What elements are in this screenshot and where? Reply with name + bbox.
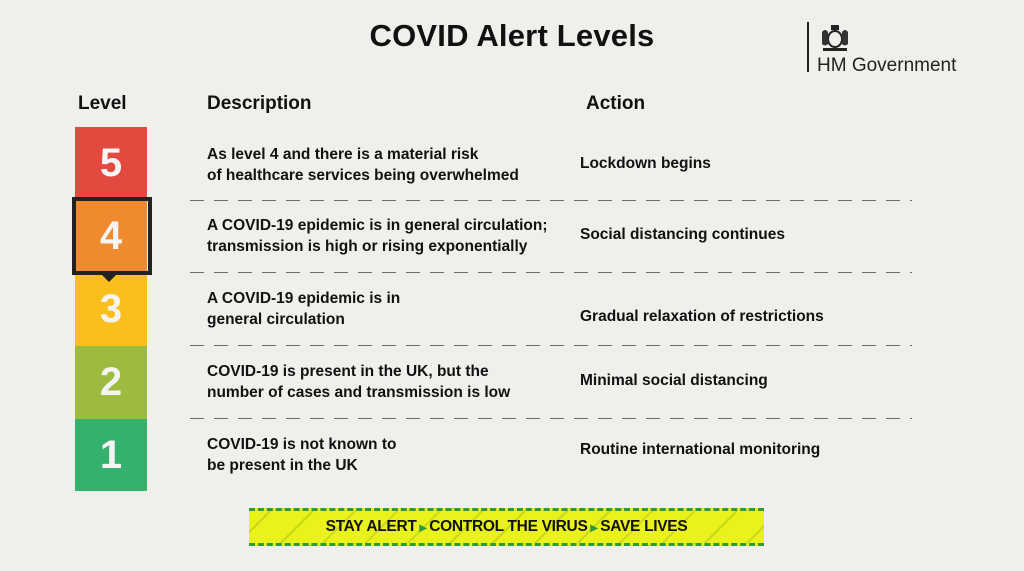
- level-1-action: Routine international monitoring: [580, 441, 821, 458]
- level-2-action: Minimal social distancing: [580, 372, 768, 389]
- level-5-action: Lockdown begins: [580, 155, 711, 172]
- stay-alert-banner: [249, 508, 764, 546]
- level-3-description: [207, 288, 567, 330]
- description-line: of healthcare services being overwhelmed: [207, 167, 519, 184]
- level-2-description: [207, 361, 567, 403]
- level-block-4: 4: [75, 200, 147, 273]
- level-block-5: 5: [75, 127, 147, 200]
- column-header-description: Description: [207, 93, 312, 114]
- level-block-1: 1: [75, 419, 147, 491]
- description-line: be present in the UK: [207, 457, 358, 474]
- arrow-right-icon: ▸: [590, 518, 598, 535]
- description-line: transmission is high or rising exponentially: [207, 238, 528, 255]
- description-line: COVID-19 is present in the UK, but the: [207, 363, 489, 380]
- logo-divider: [807, 22, 809, 72]
- banner-save-lives: SAVE LIVES: [600, 518, 688, 535]
- level-3-action: Gradual relaxation of restrictions: [580, 308, 824, 325]
- description-line: A COVID-19 epidemic is in: [207, 290, 401, 307]
- column-header-action: Action: [586, 93, 646, 114]
- page-title: COVID Alert Levels: [369, 18, 655, 53]
- level-block-2: 2: [75, 346, 147, 419]
- hm-government-logo: [807, 22, 967, 74]
- row-divider: [190, 418, 912, 419]
- level-1-description: [207, 434, 567, 476]
- level-4-description: [207, 215, 567, 257]
- banner-stay-alert: STAY ALERT: [325, 518, 417, 535]
- description-line: COVID-19 is not known to: [207, 436, 397, 453]
- level-4-action: Social distancing continues: [580, 226, 785, 243]
- description-line: number of cases and transmission is low: [207, 384, 511, 401]
- royal-coat-of-arms-icon: [817, 22, 853, 52]
- description-line: general circulation: [207, 311, 345, 328]
- level-block-3: 3: [75, 273, 147, 346]
- row-divider: [190, 272, 912, 273]
- column-header-level: Level: [78, 93, 127, 114]
- current-level-pointer-icon: [101, 274, 117, 282]
- level-5-description: [207, 144, 567, 186]
- banner-control-the-virus: CONTROL THE VIRUS: [429, 518, 588, 535]
- description-line: As level 4 and there is a material risk: [207, 146, 479, 163]
- description-line: A COVID-19 epidemic is in general circulation;: [207, 217, 548, 234]
- row-divider: [190, 345, 912, 346]
- logo-text: HM Government: [817, 55, 957, 76]
- row-divider: [190, 200, 912, 201]
- arrow-right-icon: ▸: [419, 518, 427, 535]
